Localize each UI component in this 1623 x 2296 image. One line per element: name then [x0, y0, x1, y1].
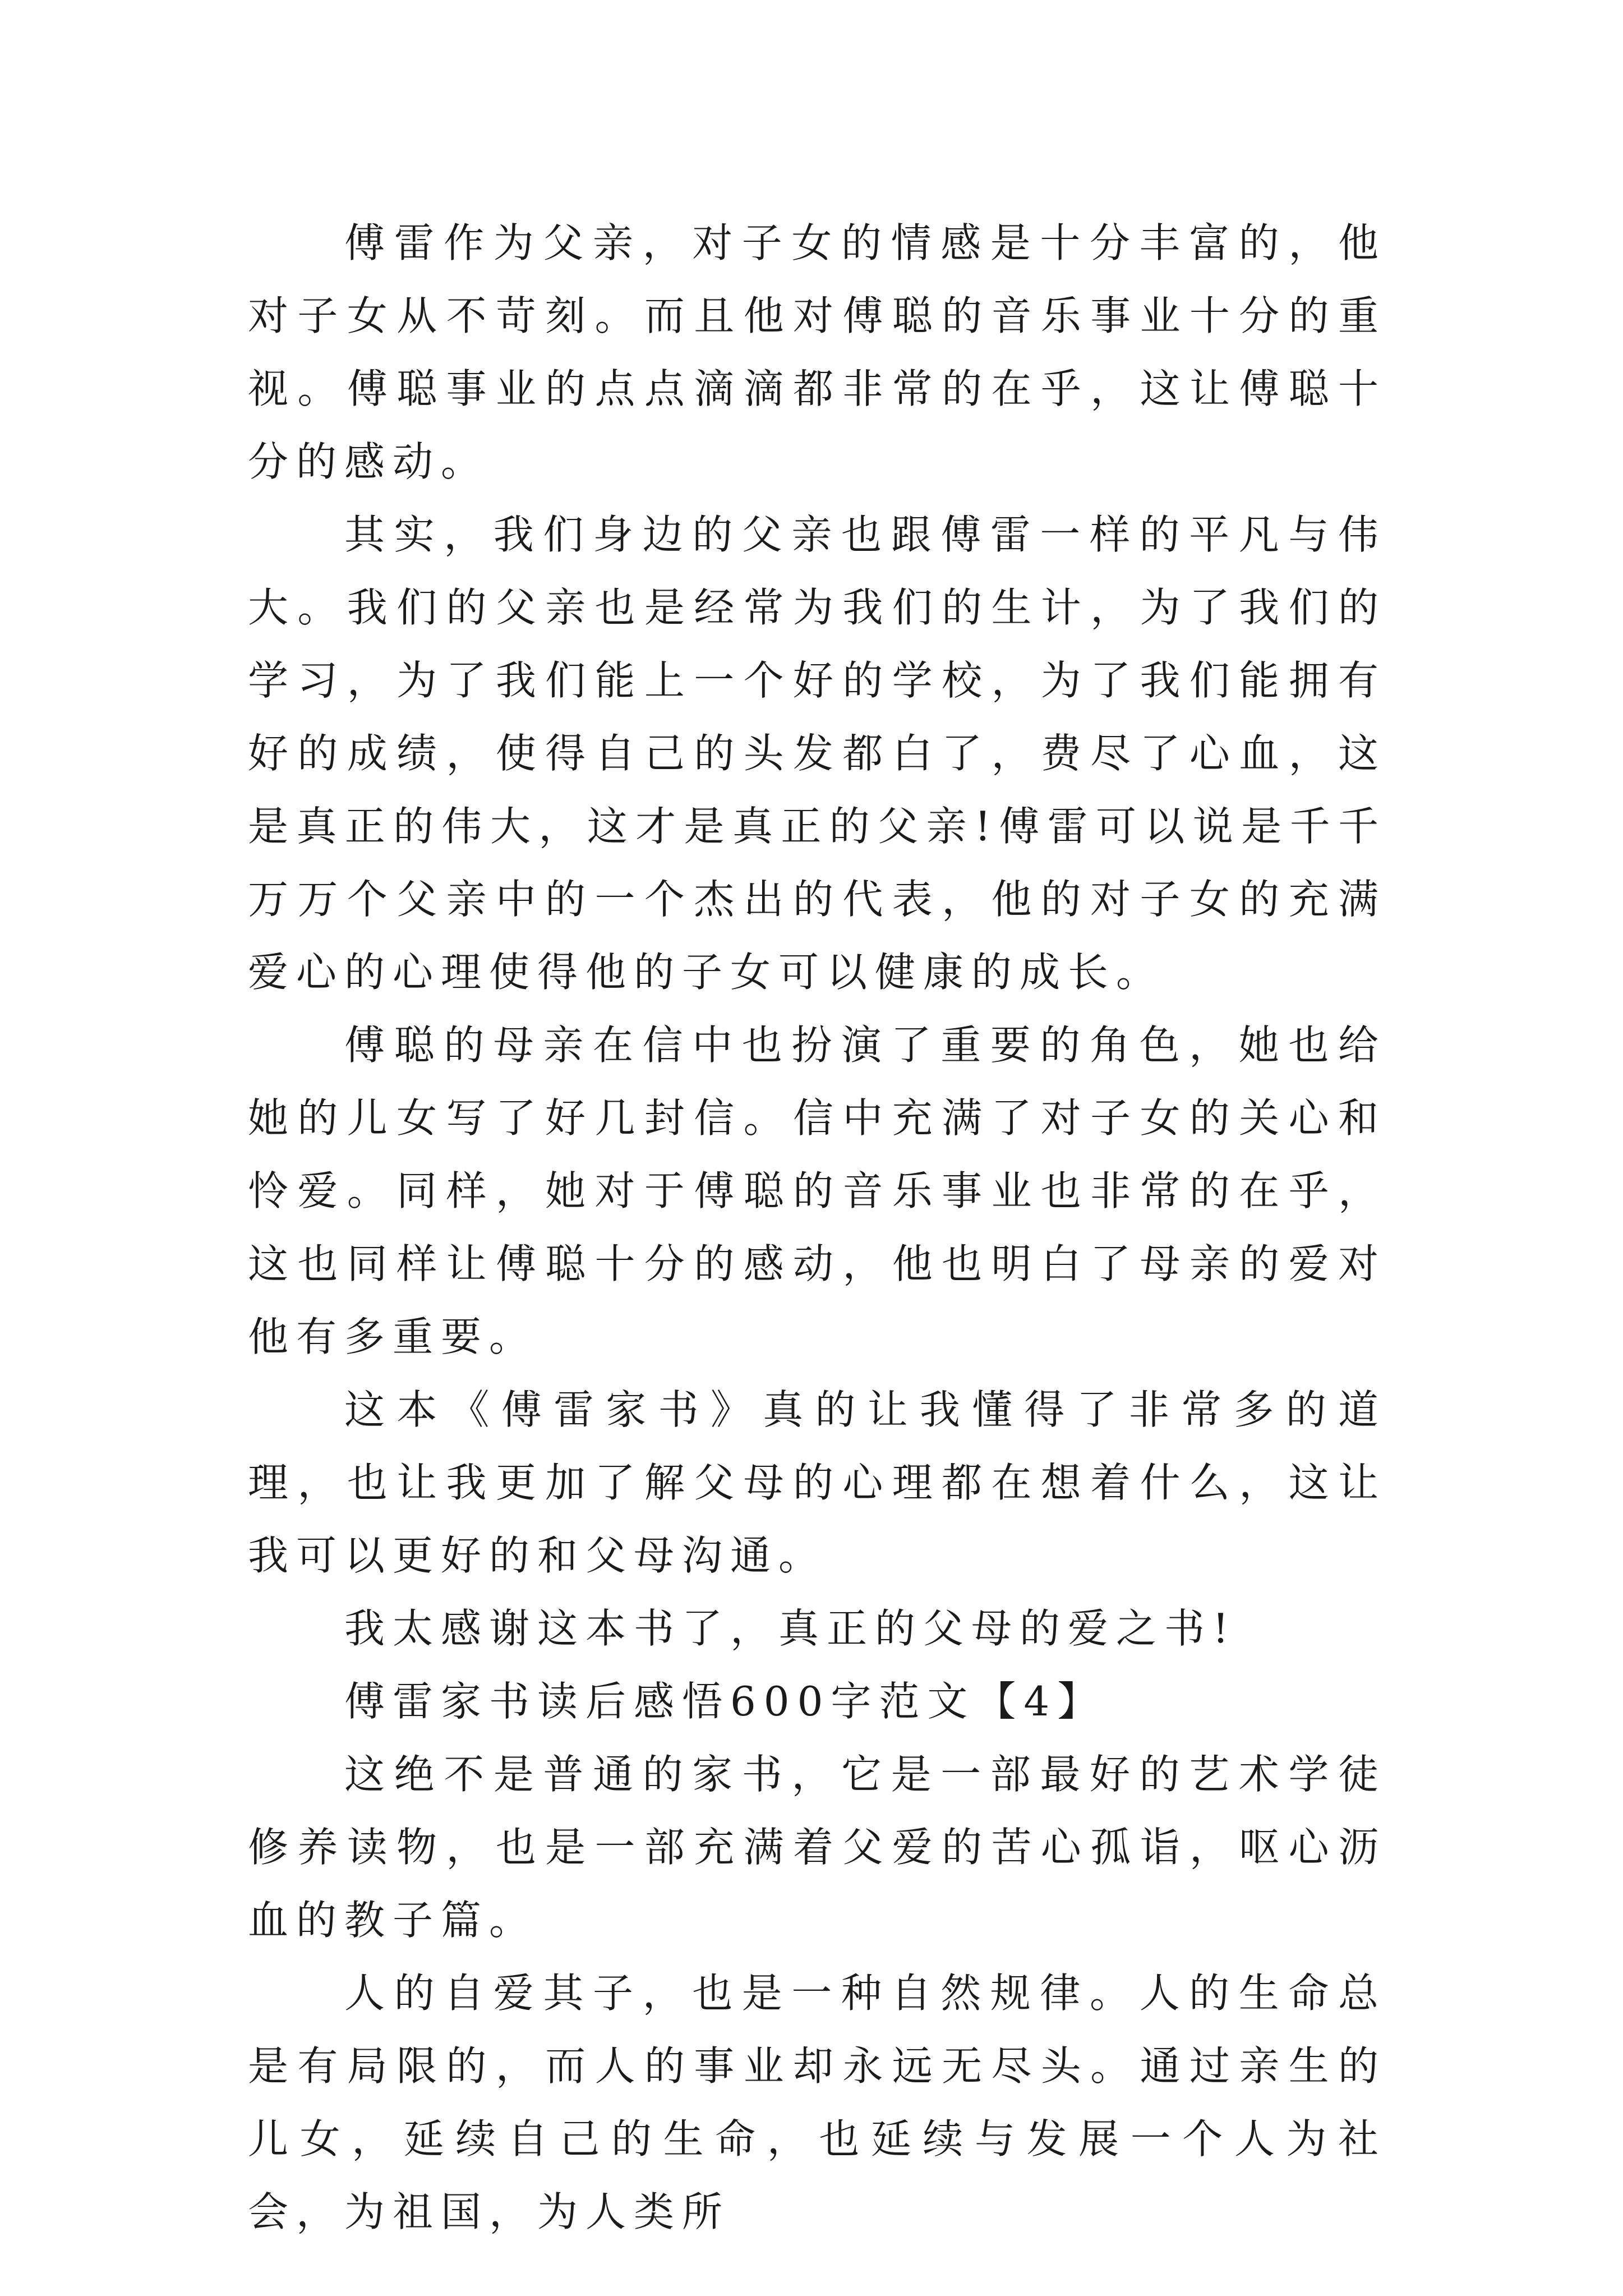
paragraph-6: 这绝不是普通的家书，它是一部最好的艺术学徒修养读物，也是一部充满着父爱的苦心孤诣，呕心沥血的教子篇。: [248, 1751, 1386, 1944]
paragraph-4: 这本《傅雷家书》真的让我懂得了非常多的道理，也让我更加了解父母的心理都在想着什么，这让我可以更好的和父母沟通。: [248, 1386, 1386, 1579]
paragraph-1: 傅雷作为父亲，对子女的情感是十分丰富的，他对子女从不苛刻。而且他对傅聪的音乐事业十分的重视。傅聪事业的点点滴滴都非常的在乎，这让傅聪十分的感动。: [248, 219, 1386, 485]
paragraph-7: 人的自爱其子，也是一种自然规律。人的生命总是有局限的，而人的事业却永远无尽头。通过亲生的儿女，延续自己的生命，也延续与发展一个人为社会，为祖国，为人类所: [248, 1970, 1386, 2235]
document-body: [248, 206, 1386, 2248]
paragraph-2: 其实，我们身边的父亲也跟傅雷一样的平凡与伟大。我们的父亲也是经常为我们的生计，为了我们的学习，为了我们能上一个好的学校，为了我们能拥有好的成绩，使得自己的头发都白了，费尽了心血，这是真正的伟大，这才是真正的父亲!傅雷可以说是千千万万个父亲中的一个杰出的代表，他的对子女的充满爱心的心理使得他的子女可以健康的成长。: [248, 511, 1386, 996]
section-heading: 傅雷家书读后感悟600字范文【4】: [344, 1678, 1106, 1725]
paragraph-5: 我太感谢这本书了，真正的父母的爱之书!: [344, 1605, 1237, 1652]
paragraph-3: 傅聪的母亲在信中也扮演了重要的角色，她也给她的儿女写了好几封信。信中充满了对子女的关心和怜爱。同样，她对于傅聪的音乐事业也非常的在乎，这也同样让傅聪十分的感动，他也明白了母亲的爱对他有多重要。: [248, 1022, 1386, 1360]
